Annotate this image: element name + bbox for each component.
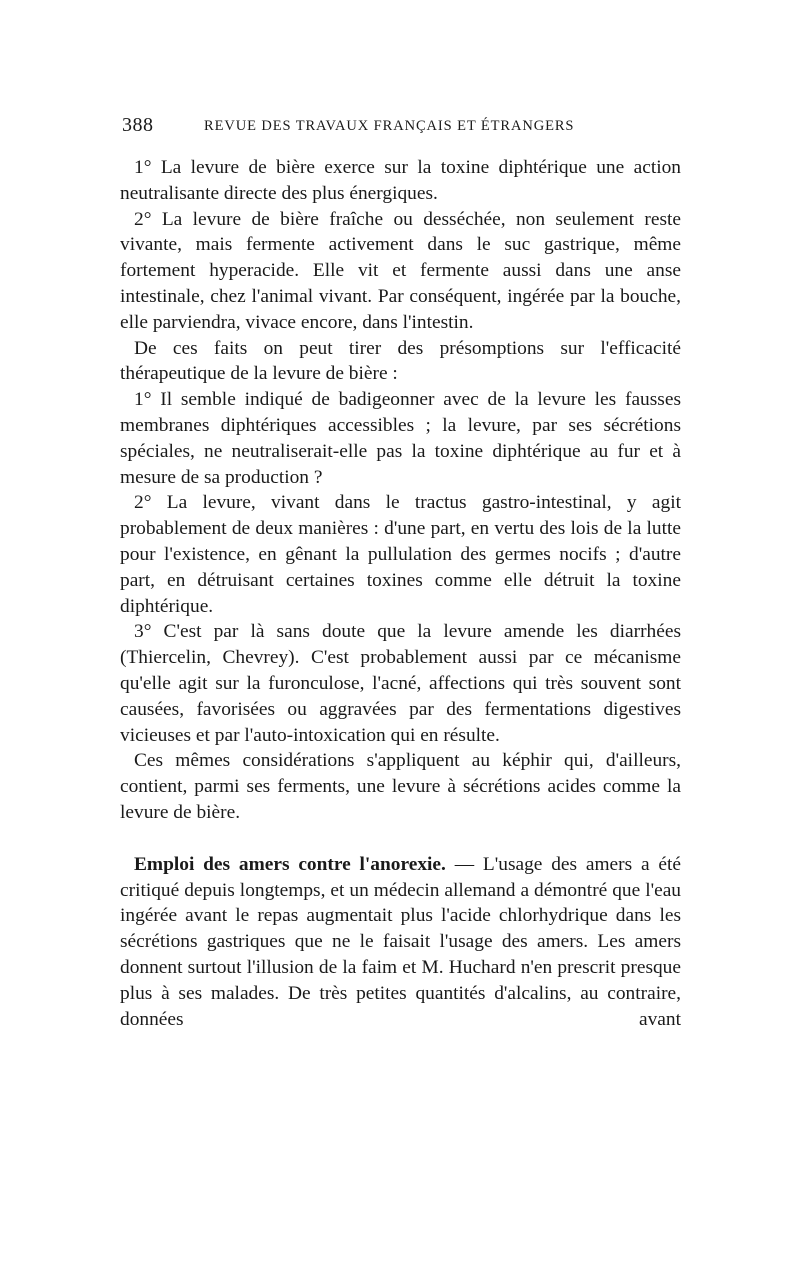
paragraph-presumptions-intro: De ces faits on peut tirer des présomptions sur l'efficacité thérapeutique de la levure de bière : (120, 337, 681, 385)
paragraph-presumption-3: 3° C'est par là sans doute que la levure amende les diarrhées (Thiercelin, Chevrey). C'est probablement aussi par ce mécanisme qu'elle agit sur la furonculose, l'acné, affections qui très souvent sont causées, favorisées ou aggravées par des fermentations digestives vicieuses et par l'auto-intoxication qui en résulte. (120, 621, 681, 746)
body-text (120, 155, 681, 1032)
paragraph-presumption-1: 1° Il semble indiqué de badigeonner avec de la levure les fausses membranes diphtériques accessibles ; la levure, par ses sécrétions spéciales, ne neutraliserait-elle pas la toxine diphtérique au fur et à mesure de sa production ? (120, 389, 681, 488)
paragraph-presumption-2: 2° La levure, vivant dans le tractus gastro-intestinal, y agit probablement de deux manières : d'une part, en vertu des lois de la lutte pour l'existence, en gênant la pullulation des germes nocifs ; d'autre part, en détruisant certaines toxines comme elle détruit la toxine diphtérique. (120, 492, 681, 617)
paragraph-conclusion-1: 1° La levure de bière exerce sur la toxine diphtérique une action neutralisante directe des plus énergiques. (120, 157, 681, 204)
section-text: — L'usage des amers a été critiqué depuis longtemps, et un médecin allemand a démontré que l'eau ingérée avant le repas augmentait plus l'acide chlorhydrique dans les sécrétions gastriques que ne le faisait l'usage des amers. Les amers donnent surtout l'illusion de la faim et M. Huchard n'en prescrit presque plus à ses malades. De très petites quantités d'alcalins, au contraire, données avant (120, 853, 681, 1030)
running-head: REVUE DES TRAVAUX FRANÇAIS ET ÉTRANGERS (204, 118, 575, 134)
paragraph-kephir: Ces mêmes considérations s'appliquent au képhir qui, d'ailleurs, contient, parmi ses ferments, une levure à sécrétions acides comme la levure de bière. (120, 750, 681, 823)
paragraph-conclusion-2: 2° La levure de bière fraîche ou desséchée, non seulement reste vivante, mais fermente activement dans le suc gastrique, même fortement hyperacide. Elle vit et fermente aussi dans une anse intestinale, chez l'animal vivant. Par conséquent, ingérée par la bouche, elle parviendra, vivace encore, dans l'intestin. (120, 208, 681, 333)
page-header (122, 114, 682, 138)
section-gap (120, 826, 681, 852)
section-title: Emploi des amers contre l'anorexie. (134, 853, 446, 875)
section-anorexie (120, 852, 681, 1033)
page-number: 388 (122, 114, 154, 136)
